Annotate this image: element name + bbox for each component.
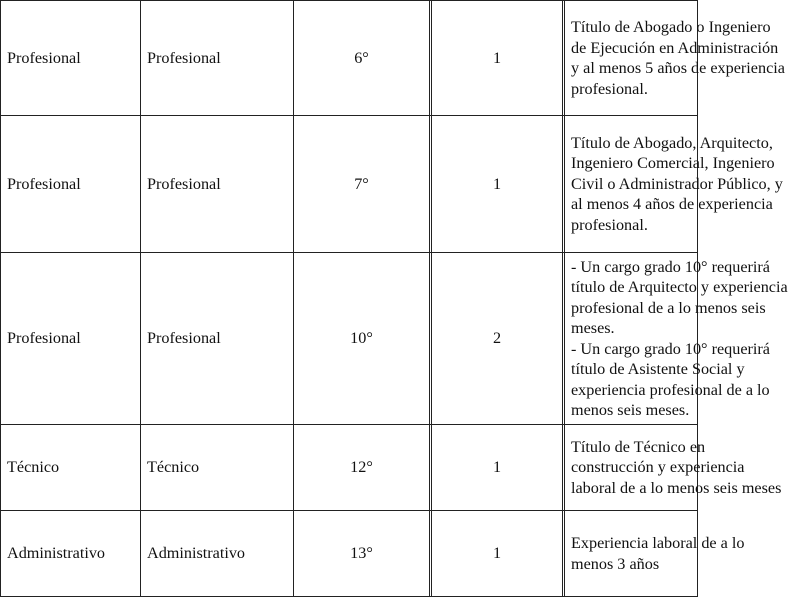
requisitos-line: Título de Abogado o Ingeniero — [571, 18, 771, 36]
planta-cell: Profesional — [1, 253, 141, 425]
table-row — [1, 116, 698, 253]
requisitos-line: Título de Técnico en — [571, 437, 706, 456]
cargo-cell: Técnico — [141, 425, 294, 511]
grado-cell: 12° — [294, 425, 430, 511]
requisitos-line: profesional. — [571, 79, 648, 98]
planta-cell: Profesional — [1, 116, 141, 253]
table-row — [1, 425, 698, 511]
table-row — [1, 253, 698, 425]
requisitos-cell — [565, 511, 745, 597]
requisitos-cell — [565, 116, 783, 253]
requisitos-line: y al menos 5 años de experiencia — [571, 59, 785, 77]
cargo-cell: Profesional — [141, 1, 294, 116]
cantidad-cell: 1 — [432, 1, 563, 116]
requisitos-line: de Ejecución en Administración — [571, 38, 779, 57]
requisitos-line: menos seis meses. — [571, 401, 690, 419]
grado-cell: 13° — [294, 511, 430, 597]
grado-cell: 7° — [294, 116, 430, 253]
cantidad-cell: 1 — [432, 425, 563, 511]
requisitos-cell — [565, 253, 788, 425]
requisitos-cell — [565, 425, 782, 511]
requisitos-line: Experiencia laboral de a lo — [571, 534, 745, 552]
requisitos-line: profesional. — [571, 215, 648, 234]
requisitos-line: Civil o Administrador Público, y — [571, 174, 783, 193]
planta-cell: Técnico — [1, 425, 141, 511]
planta-cell: Profesional — [1, 1, 141, 116]
cantidad-cell: 1 — [432, 116, 563, 253]
requisitos-line: título de Arquitecto y experiencia — [571, 278, 788, 296]
requisitos-line: - Un cargo grado 10° requerirá — [571, 257, 770, 276]
requisitos-line: menos 3 años — [571, 554, 660, 573]
requisitos-line: Título de Abogado, Arquitecto, — [571, 133, 773, 152]
requisitos-line: meses. — [571, 319, 615, 337]
grado-cell: 10° — [294, 253, 430, 425]
requisitos-cell — [565, 1, 785, 116]
table-row — [1, 1, 698, 116]
requisitos-line: título de Asistente Social y — [571, 360, 745, 378]
planta-cell: Administrativo — [1, 511, 141, 597]
cantidad-cell: 1 — [432, 511, 563, 597]
table-row — [1, 511, 698, 597]
requisitos-line: experiencia profesional de a lo — [571, 380, 770, 399]
requisitos-line: construcción y experiencia — [571, 458, 745, 477]
cargo-cell: Profesional — [141, 253, 294, 425]
requisitos-line: profesional de a lo menos seis — [571, 298, 766, 317]
cargo-cell: Profesional — [141, 116, 294, 253]
requisitos-line: Ingeniero Comercial, Ingeniero — [571, 154, 775, 173]
requisitos-line: laboral de a lo menos seis meses — [571, 478, 782, 497]
cantidad-cell: 2 — [432, 253, 563, 425]
grado-cell: 6° — [294, 1, 430, 116]
requisitos-line: al menos 4 años de experiencia — [571, 195, 773, 214]
cargo-cell: Administrativo — [141, 511, 294, 597]
requisitos-line: - Un cargo grado 10° requerirá — [571, 339, 770, 358]
